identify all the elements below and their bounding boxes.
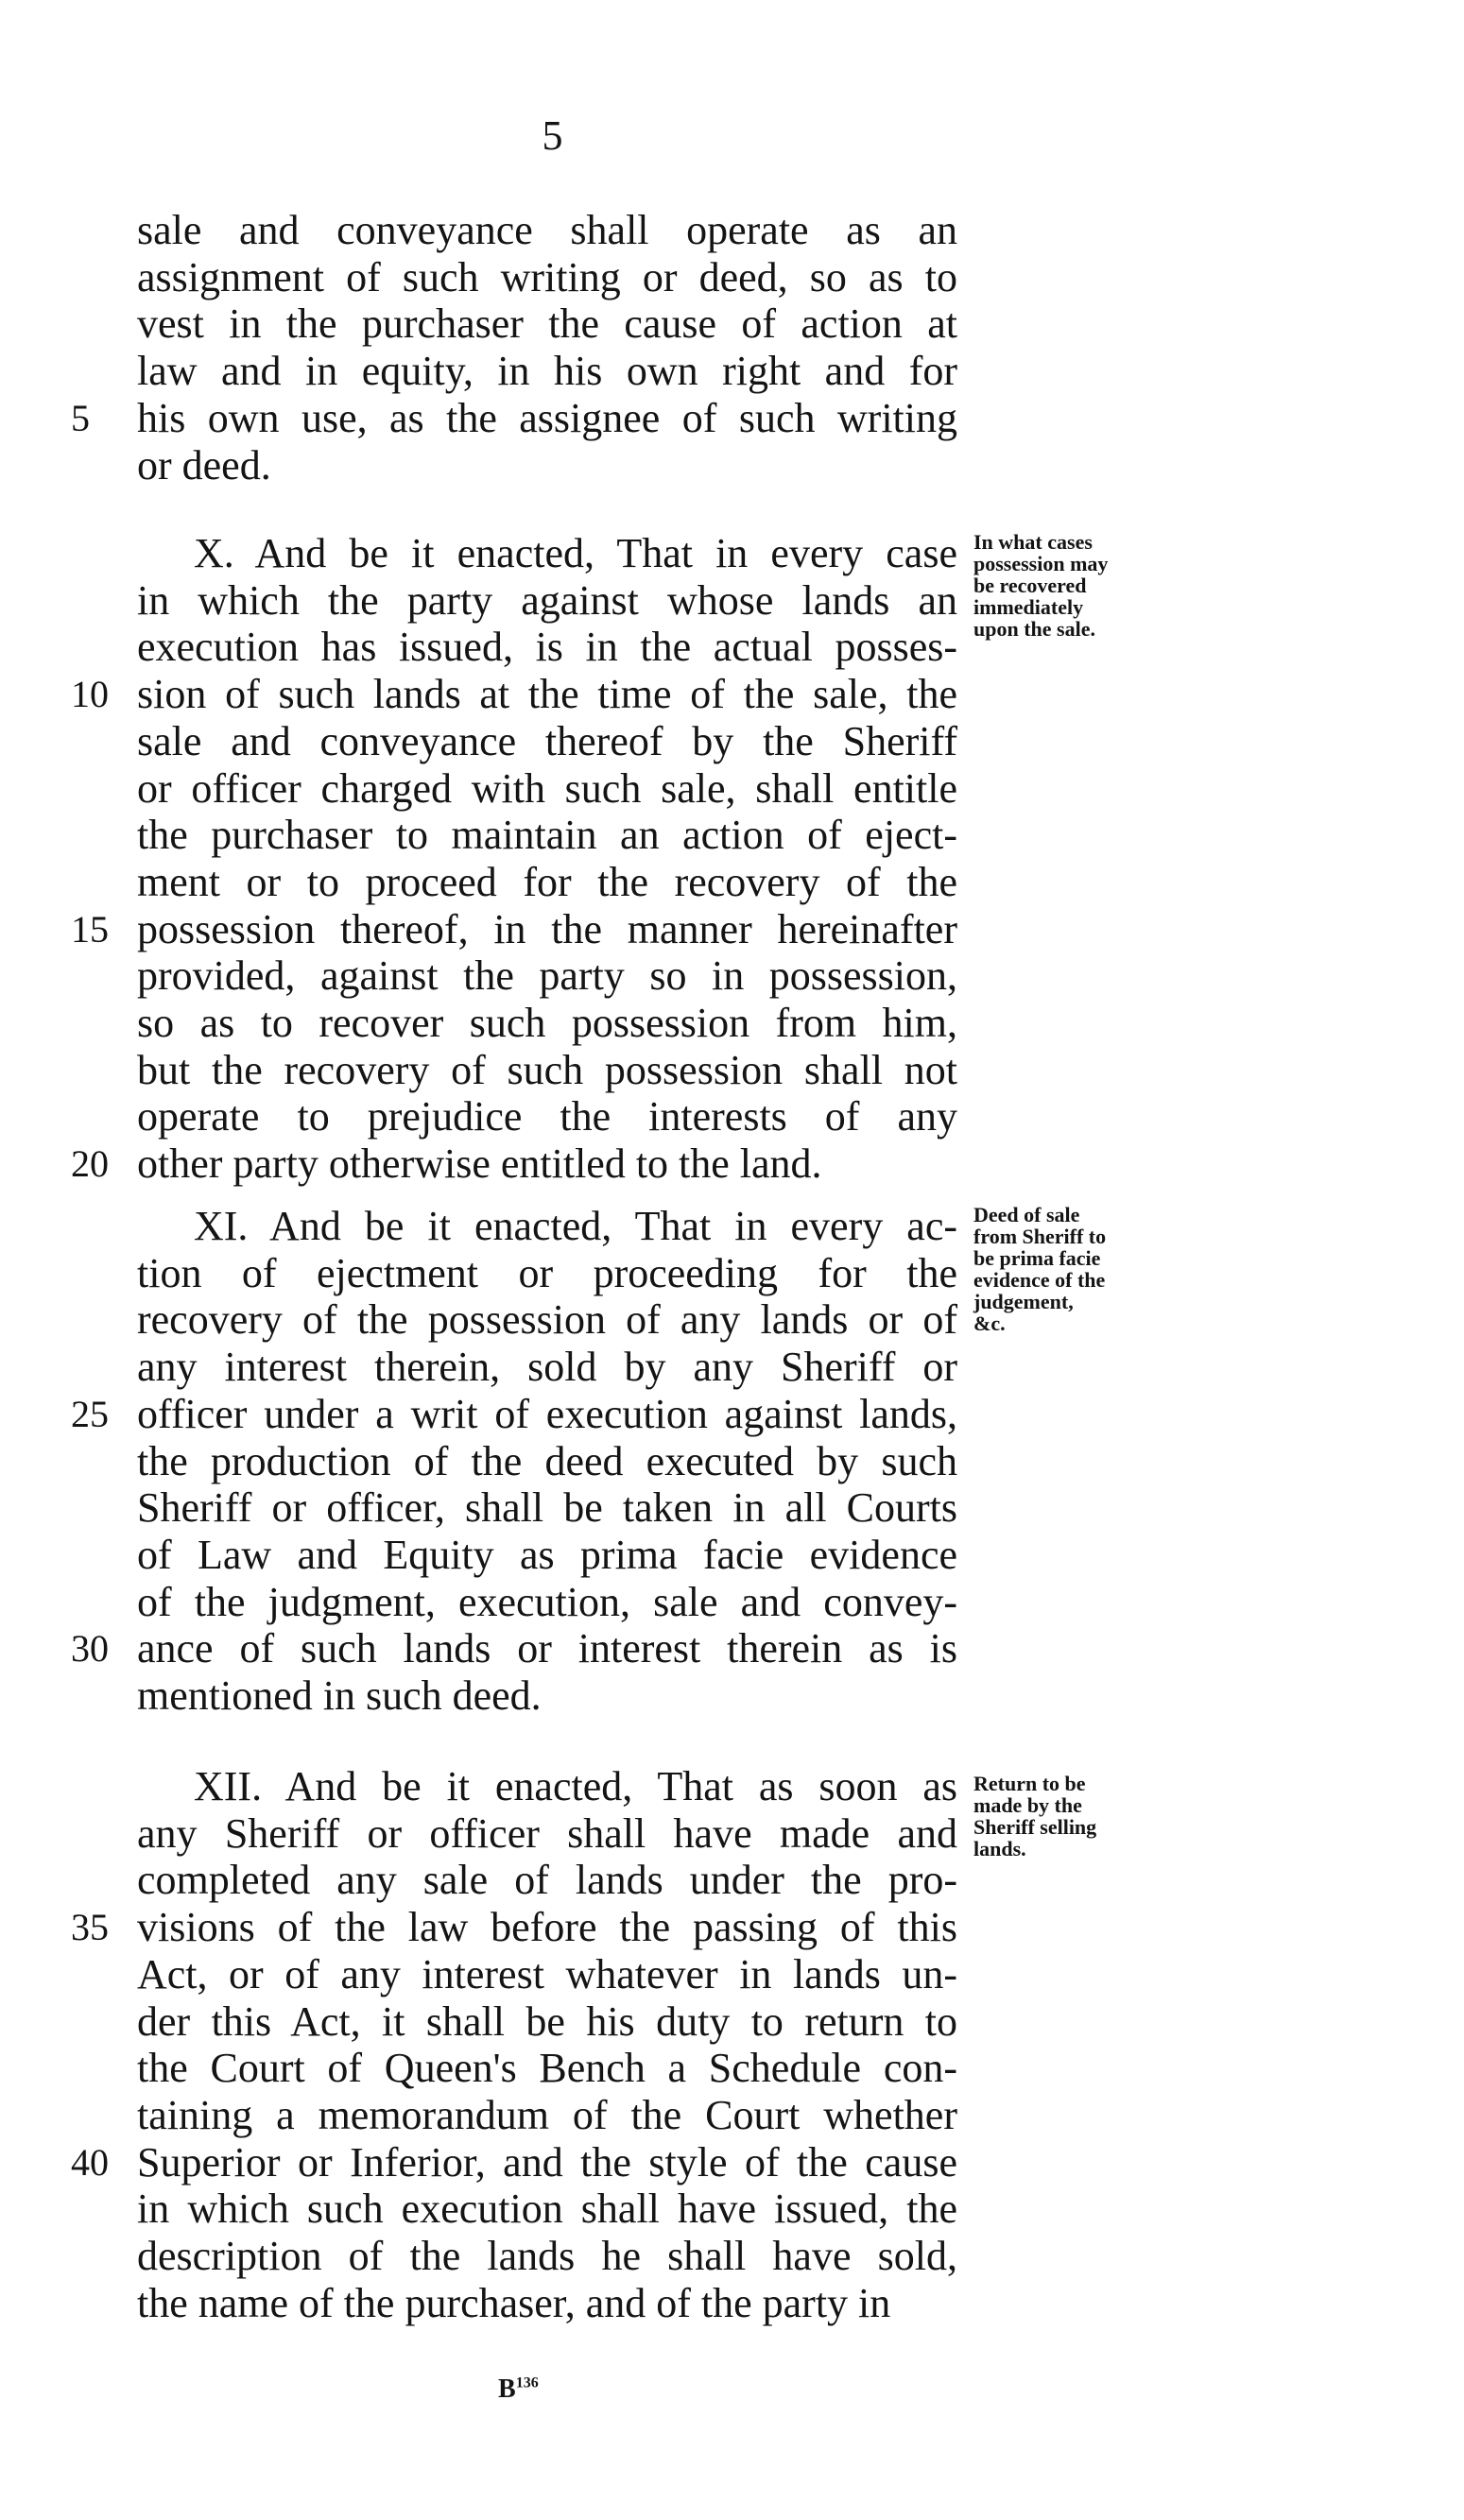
text-line: taining a memorandum of the Court whether [137, 2092, 957, 2138]
text-line: XII. And be it enacted, That as soon as [194, 1763, 957, 1809]
margin-note-line: Sheriff selling [973, 1815, 1097, 1839]
margin-note [973, 531, 1163, 640]
line-number: 30 [71, 1627, 109, 1670]
signature-mark [498, 2374, 539, 2405]
signature-letter: B [498, 2374, 516, 2404]
text-line: Act, or of any interest whatever in lands un- [137, 1951, 957, 1997]
margin-note-line: immediately [973, 595, 1084, 619]
text-line: Superior or Inferior, and the style of the cause [137, 2139, 957, 2186]
text-line: vest in the purchaser the cause of action at [137, 300, 957, 347]
margin-note-line: from Sheriff to [973, 1225, 1107, 1248]
text-line: so as to recover such possession from him, [137, 1000, 957, 1046]
margin-note [973, 1773, 1163, 1860]
text-line: of Law and Equity as prima facie evidence [137, 1532, 957, 1578]
text-line: in which the party against whose lands an [137, 577, 957, 624]
text-line: officer under a writ of execution against lands, [137, 1391, 957, 1437]
line-number: 40 [71, 2141, 109, 2184]
signature-number: 136 [515, 2374, 539, 2391]
text-line: other party otherwise entitled to the land. [137, 1140, 822, 1187]
text-line: visions of the law before the passing of this [137, 1904, 957, 1950]
line-number: 20 [71, 1142, 109, 1185]
text-line: any interest therein, sold by any Sheriff or [137, 1344, 957, 1390]
margin-note-line: In what cases [973, 530, 1093, 554]
text-line: XI. And be it enacted, That in every ac- [194, 1203, 957, 1249]
line-number: 5 [71, 397, 90, 439]
text-line: mentioned in such deed. [137, 1672, 542, 1719]
line-number: 10 [71, 673, 109, 715]
text-line: but the recovery of such possession shall not [137, 1047, 957, 1093]
text-line: sale and conveyance shall operate as an [137, 207, 957, 253]
margin-note-line: upon the sale. [973, 617, 1095, 641]
text-line: the purchaser to maintain an action of eject- [137, 812, 957, 858]
line-number: 15 [71, 908, 109, 951]
text-line: sale and conveyance thereof by the Sheriff [137, 718, 957, 764]
text-line: or deed. [137, 442, 271, 489]
text-line: law and in equity, in his own right and for [137, 348, 957, 394]
line-number: 25 [71, 1393, 109, 1435]
margin-note [973, 1204, 1163, 1334]
text-line: assignment of such writing or deed, so as to [137, 254, 957, 300]
text-line: X. And be it enacted, That in every case [194, 530, 957, 576]
page-number: 5 [542, 112, 563, 159]
margin-note-line: made by the [973, 1793, 1082, 1817]
text-line: the production of the deed executed by such [137, 1438, 957, 1484]
margin-note-line: lands. [973, 1837, 1026, 1860]
text-line: execution has issued, is in the actual posses- [137, 624, 957, 670]
text-line: description of the lands he shall have sold, [137, 2233, 957, 2279]
margin-note-line: Return to be [973, 1772, 1086, 1795]
text-line: Sheriff or officer, shall be taken in all Courts [137, 1484, 957, 1531]
text-line: the Court of Queen's Bench a Schedule con- [137, 2045, 957, 2091]
text-line: der this Act, it shall be his duty to return to [137, 1998, 957, 2045]
margin-note-line: possession may [973, 552, 1109, 575]
text-line: provided, against the party so in possession, [137, 952, 957, 999]
text-line: sion of such lands at the time of the sale, the [137, 671, 957, 717]
margin-note-line: Deed of sale [973, 1203, 1080, 1226]
margin-note-line: be recovered [973, 574, 1087, 597]
text-line: completed any sale of lands under the pro- [137, 1857, 957, 1903]
text-line: or officer charged with such sale, shall entitle [137, 765, 957, 812]
text-line: his own use, as the assignee of such writing [137, 395, 957, 441]
text-line: the name of the purchaser, and of the party in [137, 2280, 891, 2326]
margin-note-line: be prima facie [973, 1246, 1101, 1270]
text-line: operate to prejudice the interests of any [137, 1093, 957, 1140]
text-line: of the judgment, execution, sale and convey- [137, 1579, 957, 1625]
text-line: recovery of the possession of any lands or of [137, 1296, 957, 1343]
text-line: possession thereof, in the manner hereinafter [137, 906, 957, 952]
margin-note-line: evidence of the [973, 1268, 1106, 1292]
margin-note-line: judgement, [973, 1290, 1074, 1313]
line-number: 35 [71, 1906, 109, 1948]
text-line: in which such execution shall have issued, the [137, 2186, 957, 2232]
text-line: tion of ejectment or proceeding for the [137, 1250, 957, 1296]
text-line: any Sheriff or officer shall have made and [137, 1810, 957, 1857]
text-line: ance of such lands or interest therein as is [137, 1625, 957, 1671]
text-line: ment or to proceed for the recovery of the [137, 859, 957, 905]
margin-note-line: &c. [973, 1311, 1006, 1335]
